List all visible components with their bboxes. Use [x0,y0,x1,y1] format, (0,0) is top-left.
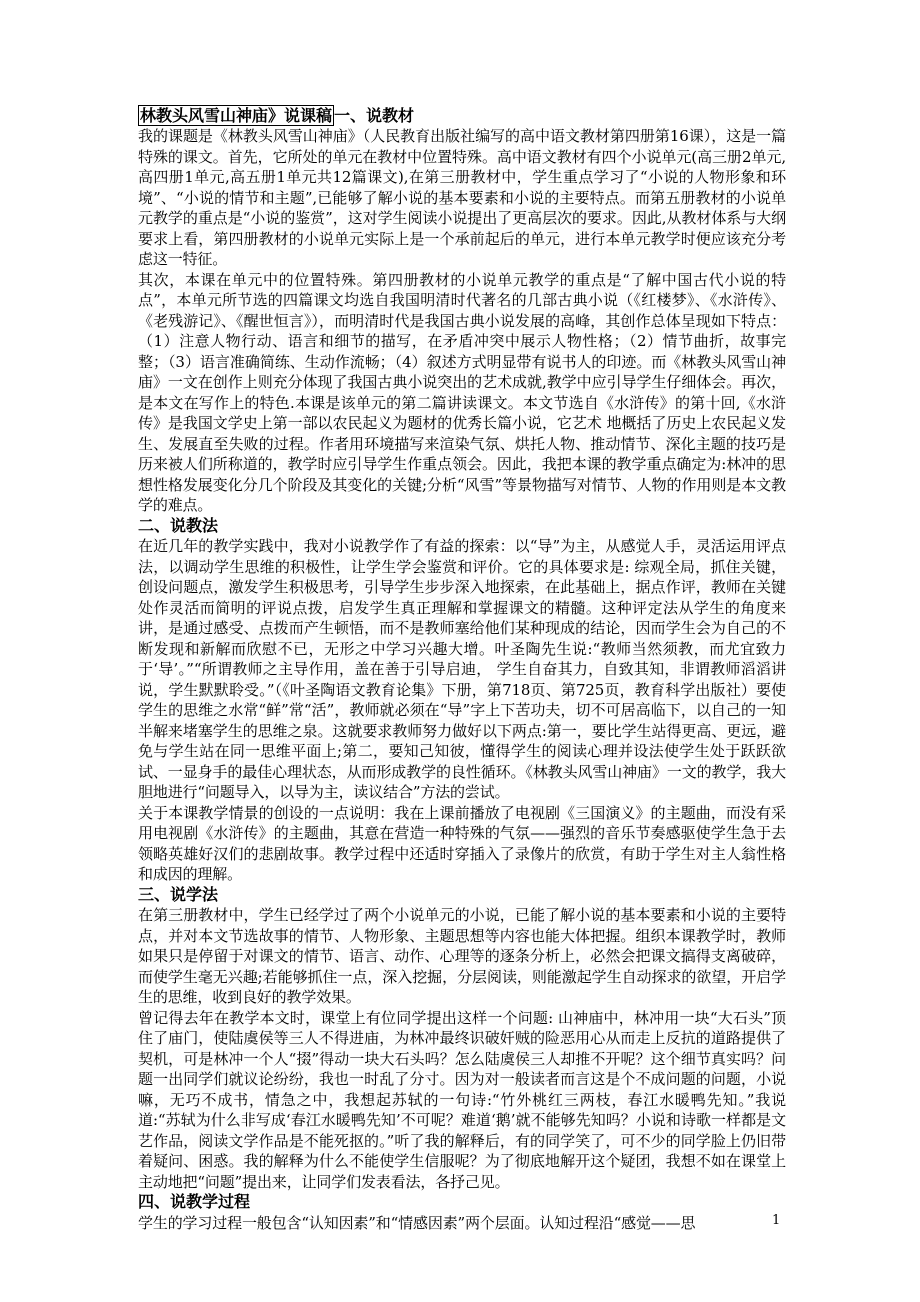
paragraph: 在第三册教材中，学生已经学过了两个小说单元的小说，已能了解小说的基本要素和小说的主要特点，并对本文节选故事的情节、人物形象、主题思想等内容也能大体把握。组织本课教学时，教师如果只是停留于对课文的情节、语言、动作、心理等的逐条分析上，必然会把课文搞得支离破碎，而使学生毫无兴趣;若能够抓住一点，深入挖掘，分层阅读，则能激起学生自动探求的欲望，开启学生的思维，收到良好的教学效果。 [138,906,786,1006]
paragraph: 学生的学习过程一般包含“认知因素”和“情感因素”两个层面。认知过程沿“感觉——思 [138,1213,696,1232]
paragraph: 我的课题是《林教头风雪山神庙》（人民教育出版社编写的高中语文教材第四册第16课），这是一篇特殊的课文。首先，它所处的单元在教材中位置特殊。高中语文教材有四个小说单元(高三册2单元,高四册1单元,高五册1单元共12篇课文),在第三册教材中，学生重点学习了“小说的人物形象和环境”、“小说的情节和主题”,已能够了解小说的基本要素和小说的主要特点。而第五册教材的小说单元教学的重点是“小说的鉴赏”，这对学生阅读小说提出了更高层次的要求。因此,从教材体系与大纲要求上看，第四册教材的小说单元实际上是一个承前起后的单元，进行本单元教学时便应该充分考虑这一特征。 [138,127,786,268]
paragraph: 曾记得去年在教学本文时，课堂上有位同学提出这样一个问题: 山神庙中，林冲用一块“大石头”顶住了庙门，使陆虞侯等三人不得进庙，为林冲最终识破奸贼的险恶用心从而走上反抗的道路提供了契机，可是林冲一个人“掇”得动一块大石头吗？怎么陆虞侯三人却推不开呢？这个细节真实吗？问题一出同学们就议论纷纷，我也一时乱了分寸。因为对一般读者而言这是个不成问题的问题，小说嘛，无巧不成书，情急之中，我想起苏轼的一句诗:“竹外桃红三两枝，春江水暖鸭先知。”我说道:“苏轼为什么非写成‘春江水暖鸭先知’不可呢？难道‘鹅’就不能够先知吗？小说和诗歌一样都是文艺作品，阅读文学作品是不能死抠的。”听了我的解释后，有的同学笑了，可不少的同学脸上仍旧带着疑问、困惑。我的解释为什么不能使学生信服呢？为了彻底地解开这个疑团，我想不如在课堂上主动地把“问题”提出来，让同学们发表看法，各抒己见。 [138,1008,786,1191]
document-page [138,106,786,1233]
paragraph: 在近几年的教学实践中，我对小说教学作了有益的探索：以“导”为主，从感觉人手，灵活运用评点法，以调动学生思维的积极性，让学生学会鉴赏和评价。它的具体要求是: 综观全局，抓住关键，创设问题点，激发学生积极思考，引导学生步步深入地探索，在此基础上，据点作评，教师在关键处作灵活而简明的评说点拨，启发学生真正理解和掌握课文的精髓。这种评定法从学生的角度来讲，是通过感受、点拨而产生顿悟，而不是教师塞给他们某种现成的结论，因而学生会为自己的不断发现和新解而欣慰不已，无形之中学习兴趣大增。叶圣陶先生说:“教师当然须教，而尤宜致力于‘导’。”“所谓教师之主导作用，盖在善于引导启迪， 学生自奋其力，自致其知，非谓教师滔滔讲说，学生默默聆受。”（《叶圣陶语文教育论集》下册，第718页、第725页，教育科学出版社）要使学生的思维之水常“鲜”常“活”，教师就必须在“导”字上下苦功夫，切不可居高临下，以自己的一知半解来堵塞学生的思维之泉。这就要求教师努力做好以下两点:第一，要比学生站得更高、更远，避免与学生站在同一思维平面上;第二，要知己知彼，懂得学生的阅读心理并设法使学生处于跃跃欲试、一显身手的最佳心理状态，从而形成教学的良性循环。《林教头风雪山神庙》一文的教学，我大胆地进行“问题导入，以导为主，读议结合”方法的尝试。 [138,537,786,801]
paragraph: 其次，本课在单元中的位置特殊。第四册教材的小说单元教学的重点是“了解中国古代小说的特点”，本单元所节选的四篇课文均选自我国明清时代著名的几部古典小说（《红楼梦》、《水浒传》、《老残游记》、《醒世恒言》），而明清时代是我国古典小说发展的高峰，其创作总体呈现如下特点：（1）注意人物行动、语言和细节的描写，在矛盾冲突中展示人物性格；（2）情节曲折，故事完整；（3）语言准确简练、生动作流畅；（4）叙述方式明显带有说书人的印迹。而《林教头风雪山神庙》一文在创作上则充分体现了我国古典小说突出的艺术成就,教学中应引导学生仔细体会。再次，是本文在写作上的特色.本课是该单元的第二篇讲读课文。本文节选自《水浒传》的第十回,《水浒传》是我国文学史上第一部以农民起义为题材的优秀长篇小说，它艺术 地概括了历史上农民起义发生、发展直至失败的过程。作者用环境描写来渲染气氛、烘托人物、推动情节、深化主题的技巧是历来被人们所称道的，教学时应引导学生作重点领会。因此，我把本课的教学重点确定为:林冲的思想性格发展变化分几个阶段及其变化的关键;分析“风雪”等景物描写对情节、人物的作用则是本文教学的难点。 [138,270,786,514]
section-heading-xuefa: 三、说学法 [138,884,219,904]
page-number: 1 [772,1213,781,1228]
section-heading-guocheng: 四、说教学过程 [138,1192,251,1211]
document-title-line [138,106,786,126]
paragraph: 关于本课教学情景的创设的一点说明：我在上课前播放了电视剧《三国演义》的主题曲，而没有采用电视剧《水浒传》的主题曲，其意在营造一种特殊的气氛——强烈的音乐节奏感驱使学生急于去领略英雄好汉们的悲剧故事。教学过程中还适时穿插入了录像片的欣赏，有助于学生对主人翁性格和成因的理解。 [138,803,786,883]
section-heading-jiaocai: 一、说教材 [334,106,415,125]
section-heading-jiaofa: 二、说教法 [138,515,219,535]
document-title: 林教头风雪山神庙》说课稿 [140,106,333,125]
